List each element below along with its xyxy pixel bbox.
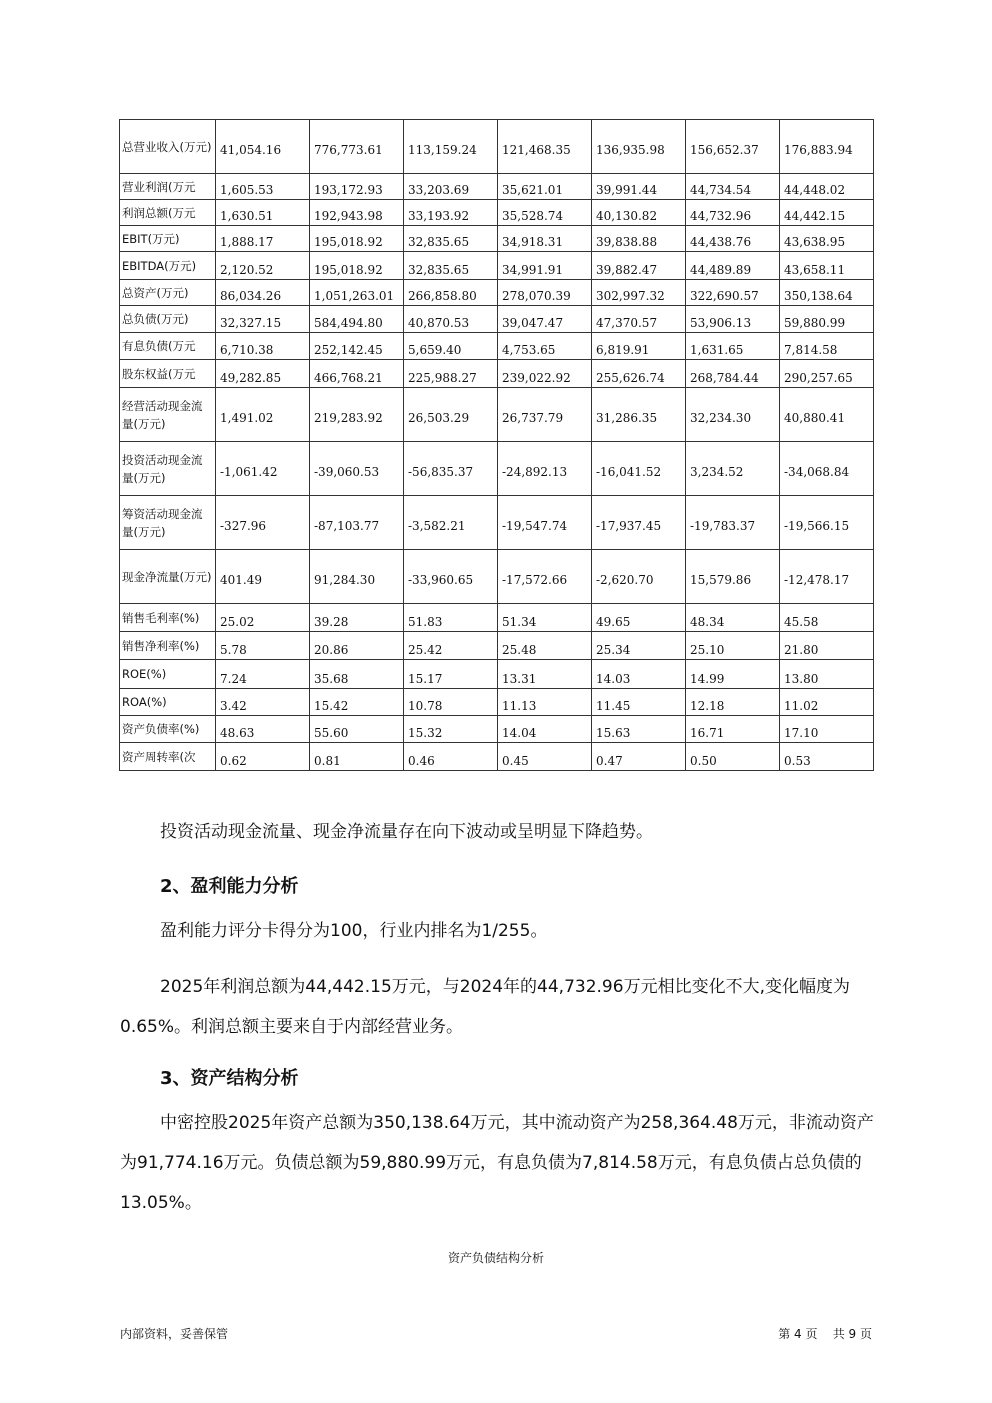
table-cell: 49,282.85: [216, 360, 310, 388]
table-cell: 1,630.51: [216, 200, 310, 226]
row-label: EBIT(万元): [120, 226, 216, 252]
table-cell: 41,054.16: [216, 120, 310, 174]
table-cell: 2,120.52: [216, 252, 310, 280]
table-cell: 51.34: [498, 604, 592, 632]
table-row: [120, 333, 874, 360]
table-cell: 39,991.44: [592, 174, 686, 200]
financial-data-table: [119, 119, 874, 771]
table-cell: 176,883.94: [780, 120, 874, 174]
table-cell: 15.17: [404, 660, 498, 689]
table-cell: 3,234.52: [686, 442, 780, 496]
figure-caption: 资产负债结构分析: [447, 1251, 544, 1265]
table-cell: 32,835.65: [404, 226, 498, 252]
row-label: 资产周转率(次: [120, 743, 216, 771]
table-cell: -19,783.37: [686, 496, 780, 550]
table-row: [120, 550, 874, 604]
paragraph-cashflow-trend: 投资活动现金流量、现金净流量存在向下波动或呈明显下降趋势。: [160, 822, 653, 842]
table-cell: 302,997.32: [592, 280, 686, 306]
table-cell: 11.13: [498, 689, 592, 716]
table-cell: 51.83: [404, 604, 498, 632]
table-row: [120, 120, 874, 174]
table-cell: 113,159.24: [404, 120, 498, 174]
table-cell: 0.53: [780, 743, 874, 771]
table-cell: 14.04: [498, 716, 592, 743]
table-cell: -19,547.74: [498, 496, 592, 550]
table-cell: 44,732.96: [686, 200, 780, 226]
table-row: [120, 743, 874, 771]
table-cell: 49.65: [592, 604, 686, 632]
footer-confidential-note: 内部资料，妥善保管: [120, 1327, 229, 1341]
table-cell: 350,138.64: [780, 280, 874, 306]
table-cell: 0.45: [498, 743, 592, 771]
table-cell: 5,659.40: [404, 333, 498, 360]
table-cell: 35,528.74: [498, 200, 592, 226]
table-cell: 25.48: [498, 632, 592, 660]
table-cell: -2,620.70: [592, 550, 686, 604]
table-cell: 290,257.65: [780, 360, 874, 388]
table-cell: 39,882.47: [592, 252, 686, 280]
table-cell: 40,880.41: [780, 388, 874, 442]
table-cell: 55.60: [310, 716, 404, 743]
table-cell: 44,438.76: [686, 226, 780, 252]
table-cell: 268,784.44: [686, 360, 780, 388]
table-cell: 40,130.82: [592, 200, 686, 226]
table-cell: 1,888.17: [216, 226, 310, 252]
table-cell: 45.58: [780, 604, 874, 632]
table-cell: 466,768.21: [310, 360, 404, 388]
table-cell: 43,658.11: [780, 252, 874, 280]
section-heading-asset-structure: 3、资产结构分析: [160, 1068, 299, 1089]
table-cell: 7,814.58: [780, 333, 874, 360]
table-cell: 47,370.57: [592, 306, 686, 333]
table-cell: 32,327.15: [216, 306, 310, 333]
footer-page-number: 第 4 页 共 9 页: [778, 1327, 872, 1341]
table-row: [120, 200, 874, 226]
row-label: 有息负债(万元: [120, 333, 216, 360]
table-cell: -17,572.66: [498, 550, 592, 604]
table-cell: 43,638.95: [780, 226, 874, 252]
table-row: [120, 660, 874, 689]
row-label: 投资活动现金流量(万元): [120, 442, 216, 496]
table-cell: 0.50: [686, 743, 780, 771]
table-cell: -34,068.84: [780, 442, 874, 496]
table-cell: 48.34: [686, 604, 780, 632]
table-row: [120, 226, 874, 252]
table-cell: 39.28: [310, 604, 404, 632]
table-cell: 3.42: [216, 689, 310, 716]
table-cell: 31,286.35: [592, 388, 686, 442]
table-cell: 14.03: [592, 660, 686, 689]
table-cell: 35.68: [310, 660, 404, 689]
table-cell: 278,070.39: [498, 280, 592, 306]
table-cell: -1,061.42: [216, 442, 310, 496]
row-label: 总资产(万元): [120, 280, 216, 306]
table-cell: 192,943.98: [310, 200, 404, 226]
table-cell: 1,631.65: [686, 333, 780, 360]
table-cell: 4,753.65: [498, 333, 592, 360]
table-cell: -327.96: [216, 496, 310, 550]
table-cell: 32,234.30: [686, 388, 780, 442]
table-cell: 193,172.93: [310, 174, 404, 200]
table-cell: 86,034.26: [216, 280, 310, 306]
table-cell: 13.31: [498, 660, 592, 689]
table-cell: 33,203.69: [404, 174, 498, 200]
table-row: [120, 632, 874, 660]
table-cell: 15,579.86: [686, 550, 780, 604]
table-row: [120, 252, 874, 280]
table-cell: 5.78: [216, 632, 310, 660]
table-cell: 1,605.53: [216, 174, 310, 200]
table-cell: -39,060.53: [310, 442, 404, 496]
row-label: 现金净流量(万元): [120, 550, 216, 604]
table-row: [120, 442, 874, 496]
row-label: 总营业收入(万元): [120, 120, 216, 174]
table-cell: 6,710.38: [216, 333, 310, 360]
row-label: 经营活动现金流量(万元): [120, 388, 216, 442]
table-cell: 44,489.89: [686, 252, 780, 280]
table-cell: 219,283.92: [310, 388, 404, 442]
table-cell: 255,626.74: [592, 360, 686, 388]
paragraph-profitability-score: 盈利能力评分卡得分为100，行业内排名为1/255。: [160, 921, 548, 941]
table-cell: 239,022.92: [498, 360, 592, 388]
table-cell: 1,051,263.01: [310, 280, 404, 306]
table-cell: 11.45: [592, 689, 686, 716]
table-row: [120, 174, 874, 200]
table-cell: 0.62: [216, 743, 310, 771]
table-cell: 15.63: [592, 716, 686, 743]
table-cell: 25.34: [592, 632, 686, 660]
table-cell: 252,142.45: [310, 333, 404, 360]
table-row: [120, 604, 874, 632]
table-cell: -33,960.65: [404, 550, 498, 604]
table-cell: -24,892.13: [498, 442, 592, 496]
table-cell: 1,491.02: [216, 388, 310, 442]
table-cell: 13.80: [780, 660, 874, 689]
table-cell: 48.63: [216, 716, 310, 743]
table-cell: 121,468.35: [498, 120, 592, 174]
table-cell: -19,566.15: [780, 496, 874, 550]
table-cell: 33,193.92: [404, 200, 498, 226]
table-row: [120, 716, 874, 743]
row-label: 销售净利率(%): [120, 632, 216, 660]
table-cell: 59,880.99: [780, 306, 874, 333]
row-label: ROE(%): [120, 660, 216, 689]
table-cell: 32,835.65: [404, 252, 498, 280]
row-label: 筹资活动现金流量(万元): [120, 496, 216, 550]
table-cell: 195,018.92: [310, 226, 404, 252]
table-cell: -56,835.37: [404, 442, 498, 496]
table-cell: 6,819.91: [592, 333, 686, 360]
table-cell: 14.99: [686, 660, 780, 689]
table-cell: 156,652.37: [686, 120, 780, 174]
table-cell: 266,858.80: [404, 280, 498, 306]
table-row: [120, 689, 874, 716]
table-cell: 44,448.02: [780, 174, 874, 200]
table-cell: 20.86: [310, 632, 404, 660]
table-cell: 21.80: [780, 632, 874, 660]
table-cell: 12.18: [686, 689, 780, 716]
table-cell: 0.47: [592, 743, 686, 771]
table-cell: 26,503.29: [404, 388, 498, 442]
table-cell: 584,494.80: [310, 306, 404, 333]
table-cell: 25.02: [216, 604, 310, 632]
table-row: [120, 360, 874, 388]
table-cell: -16,041.52: [592, 442, 686, 496]
table-cell: 44,442.15: [780, 200, 874, 226]
table-cell: 34,991.91: [498, 252, 592, 280]
table-cell: 401.49: [216, 550, 310, 604]
row-label: ROA(%): [120, 689, 216, 716]
table-cell: 15.42: [310, 689, 404, 716]
section-heading-profitability: 2、盈利能力分析: [160, 876, 299, 897]
row-label: 总负债(万元): [120, 306, 216, 333]
table-cell: 39,047.47: [498, 306, 592, 333]
table-cell: 0.81: [310, 743, 404, 771]
table-cell: 322,690.57: [686, 280, 780, 306]
table-cell: 136,935.98: [592, 120, 686, 174]
table-cell: -87,103.77: [310, 496, 404, 550]
table-cell: 53,906.13: [686, 306, 780, 333]
table-cell: 35,621.01: [498, 174, 592, 200]
table-cell: 17.10: [780, 716, 874, 743]
row-label: EBITDA(万元): [120, 252, 216, 280]
table-cell: 195,018.92: [310, 252, 404, 280]
paragraph-total-profit: 2025年利润总额为44,442.15万元，与2024年的44,732.96万元相比变化不大,变化幅度为0.65%。利润总额主要来自于内部经营业务。: [120, 977, 850, 1037]
table-cell: -12,478.17: [780, 550, 874, 604]
table-cell: 25.10: [686, 632, 780, 660]
row-label: 资产负债率(%): [120, 716, 216, 743]
paragraph-asset-structure: 中密控股2025年资产总额为350,138.64万元，其中流动资产为258,364.48万元，非流动资产为91,774.16万元。负债总额为59,880.99万元，有息负债为7,814.58万元，有息负债占总负债的13.05%。: [120, 1113, 874, 1213]
table-cell: 25.42: [404, 632, 498, 660]
table-cell: 776,773.61: [310, 120, 404, 174]
table-cell: 44,734.54: [686, 174, 780, 200]
table-cell: 0.46: [404, 743, 498, 771]
table-cell: 15.32: [404, 716, 498, 743]
table-row: [120, 496, 874, 550]
row-label: 营业利润(万元: [120, 174, 216, 200]
table-cell: 225,988.27: [404, 360, 498, 388]
table-cell: 34,918.31: [498, 226, 592, 252]
table-cell: 10.78: [404, 689, 498, 716]
table-cell: -3,582.21: [404, 496, 498, 550]
row-label: 利润总额(万元: [120, 200, 216, 226]
table-cell: -17,937.45: [592, 496, 686, 550]
table-row: [120, 388, 874, 442]
row-label: 股东权益(万元: [120, 360, 216, 388]
table-row: [120, 306, 874, 333]
table-cell: 40,870.53: [404, 306, 498, 333]
table-cell: 26,737.79: [498, 388, 592, 442]
table-cell: 16.71: [686, 716, 780, 743]
row-label: 销售毛利率(%): [120, 604, 216, 632]
table-cell: 11.02: [780, 689, 874, 716]
table-cell: 7.24: [216, 660, 310, 689]
table-row: [120, 280, 874, 306]
table-cell: 91,284.30: [310, 550, 404, 604]
table-cell: 39,838.88: [592, 226, 686, 252]
